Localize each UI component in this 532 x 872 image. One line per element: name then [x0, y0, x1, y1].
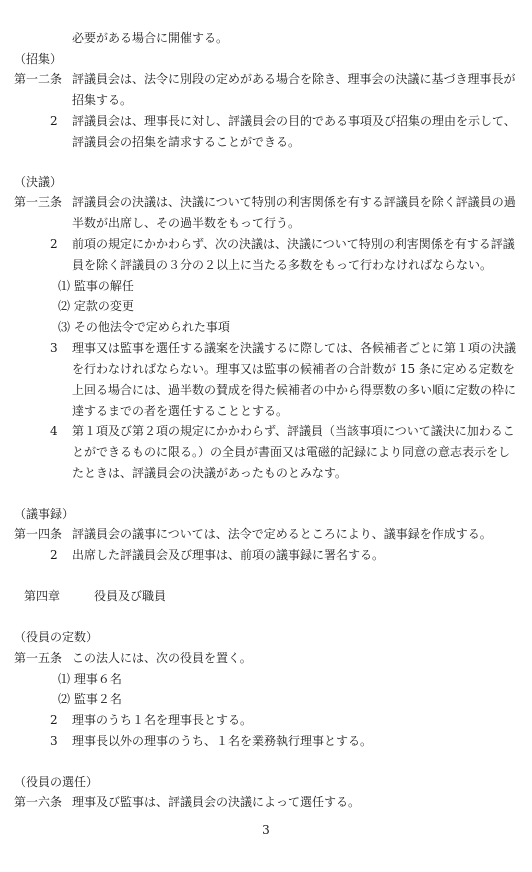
article-13-para3-number: 3: [50, 341, 58, 355]
section-heading-sennin: （役員の選任）: [14, 775, 99, 789]
article-13-label: 第一三条: [14, 195, 63, 209]
article-15-text-line1: この法人には、次の役員を置く。: [72, 651, 252, 665]
article-15-para2-number: 2: [50, 713, 58, 727]
article-12-text-line1: 評議員会は、法令に別段の定めがある場合を除き、理事会の決議に基づき理事長が: [72, 72, 516, 86]
article-16-label: 第一六条: [14, 795, 63, 809]
article-15-label: 第一五条: [14, 651, 63, 665]
article-13-item2: ⑵ 定款の変更: [58, 299, 134, 313]
article-13-para4-line1: 第１項及び第２項の規定にかかわらず、評議員（当該事項について議決に加わるこ: [72, 424, 515, 438]
article-15-para3-line1: 理事長以外の理事のうち、１名を業務執行理事とする。: [72, 734, 373, 748]
article-13-item3: ⑶ その他法令で定められた事項: [58, 320, 230, 334]
article-14-text-line1: 評議員会の議事については、法令で定めるところにより、議事録を作成する。: [72, 527, 492, 541]
article-16-text-line1: 理事及び監事は、評議員会の決議によって選任する。: [72, 795, 361, 809]
article-13-para4-line2: とができるものに限る。）の全員が書面又は電磁的記録により同意の意志表示をし: [72, 445, 511, 459]
article-13-text-line2: 半数が出席し、その過半数をもって行う。: [72, 216, 301, 230]
article-13-item1: ⑴ 監事の解任: [58, 279, 134, 293]
article-12-text-line2: 招集する。: [72, 93, 133, 107]
section-heading-teisu: （役員の定数）: [14, 630, 99, 644]
article-15-item2: ⑵ 監事２名: [58, 692, 122, 706]
article-14-para2-number: 2: [50, 548, 58, 562]
article-12-label: 第一二条: [14, 72, 63, 86]
article-12-para2-line1: 評議員会は、理事長に対し、評議員会の目的である事項及び招集の理由を示して、: [72, 114, 516, 128]
continued-text: 必要がある場合に開催する。: [72, 31, 229, 45]
article-15-item1: ⑴ 理事６名: [58, 672, 122, 686]
chapter-label: 第四章: [24, 589, 61, 603]
article-14-label: 第一四条: [14, 527, 63, 541]
page-number: 3: [262, 823, 270, 837]
article-12-para2-line2: 評議員会の招集を請求することができる。: [72, 135, 301, 149]
chapter-title: 役員及び職員: [94, 589, 167, 603]
article-15-para3-number: 3: [50, 734, 58, 748]
article-13-para2-number: 2: [50, 237, 58, 251]
article-13-para3-line2: を行わなければならない。理事又は監事の候補者の合計数が 15 条に定める定数を: [72, 362, 515, 376]
article-15-para2-line1: 理事のうち１名を理事長とする。: [72, 713, 253, 727]
article-14-para2-line1: 出席した評議員会及び理事は、前項の議事録に署名する。: [72, 548, 385, 562]
section-heading-ketsugi: （決議）: [14, 175, 63, 189]
article-13-para3-line4: 達するまでの者を選任することとする。: [72, 404, 289, 418]
section-heading-shoshu: （招集）: [14, 52, 63, 66]
article-12-para2-number: 2: [50, 114, 58, 128]
article-13-para4-number: 4: [50, 424, 58, 438]
article-13-para2-line2: 員を除く評議員の３分の２以上に当たる多数をもって行わなければならない。: [72, 258, 493, 272]
section-heading-gijiroku: （議事録）: [14, 507, 75, 521]
article-13-text-line1: 評議員会の決議は、決議について特別の利害関係を有する評議員を除く評議員の過: [72, 195, 516, 209]
article-13-para2-line1: 前項の規定にかかわらず、次の決議は、決議について特別の利害関係を有する評議: [72, 237, 515, 251]
article-13-para3-line3: 上回る場合には、過半数の賛成を得た候補者の中から得票数の多い順に定数の枠に: [72, 383, 517, 397]
article-13-para4-line3: たときは、評議員会の決議があったものとみなす。: [72, 466, 347, 480]
article-13-para3-line1: 理事又は監事を選任する議案を決議するに際しては、各候補者ごとに第１項の決議: [72, 341, 517, 355]
